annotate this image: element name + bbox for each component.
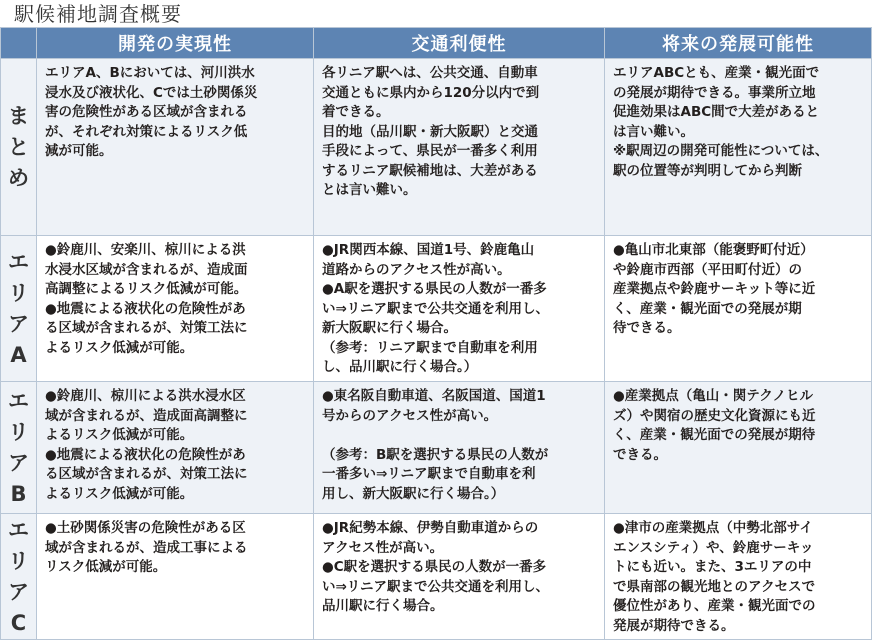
summary-future-cell: エリアABCとも、産業・観光面で の発展が期待できる。事業所立地 促進効果はABC間で大差があると は言い難い。 ※駅周辺の開発可能性については、 駅の位置等が判明してから判断 [605,59,872,236]
area-b-feasibility-cell: ●鈴鹿川、椋川による洪水浸水区 域が含まれるが、造成面高調整に よるリスク低減が可能。 ●地震による液状化の危険性があ る区域が含まれるが、対策工法に よるリスク低減が可能。 [37,382,314,514]
page-title: 駅候補地調査概要 [14,2,182,26]
header-feasibility: 開発の実現性 [37,28,314,59]
row-label-char: B [10,481,27,506]
row-label-char: ア [8,450,29,475]
summary-table [0,27,872,640]
area-c-feasibility-cell: ●土砂関係災害の危険性がある区 域が含まれるが、造成工事による リスク低減が可能。 [37,514,314,640]
area-c-transport-cell: ●JR紀勢本線、伊勢自動車道からの アクセス性が高い。 ●C駅を選択する県民の人数が一番多 い⇒リニア駅まで公共交通を利用し、 品川駅に行く場合。 [314,514,605,640]
row-label-char: ア [8,579,29,604]
header-future: 将来の発展可能性 [605,28,872,59]
row-label-char: エ [8,388,29,413]
table-row-summary [1,59,872,236]
row-label-char: ア [8,311,29,336]
table-row-area-a [1,236,872,382]
row-label-char: ま [8,103,29,128]
area-a-future-cell: ●亀山市北東部（能褒野町付近） や鈴鹿市西部（平田町付近）の 産業拠点や鈴鹿サーキット等に近 く、産業・観光面での発展が期 待できる。 [605,236,872,382]
row-label-char: エ [8,517,29,542]
area-a-transport-cell: ●JR関西本線、国道1号、鈴鹿亀山 道路からのアクセス性が高い。 ●A駅を選択する県民の人数が一番多 い⇒リニア駅まで公共交通を利用し、 新大阪駅に行く場合。 （参考：リニア駅まで自動車を利用 し、品川駅に行く場合。） [314,236,605,382]
area-b-transport-cell: ●東名阪自動車道、名阪国道、国道1 号からのアクセス性が高い。 （参考：B駅を選択する県民の人数が 一番多い⇒リニア駅まで自動車を利 用し、新大阪駅に行く場合。） [314,382,605,514]
row-label-char: リ [8,548,29,573]
area-b-future-cell: ●産業拠点（亀山・関テクノヒル ズ）や関宿の歴史文化資源にも近 く、産業・観光面での発展が期待 できる。 [605,382,872,514]
header-transport: 交通利便性 [314,28,605,59]
table-row-area-b [1,382,872,514]
row-label-char: と [8,134,29,159]
row-label-area-c [1,514,37,640]
table-row-area-c [1,514,872,640]
corner-cell [1,28,37,59]
summary-transport-cell: 各リニア駅へは、公共交通、自動車 交通ともに県内から120分以内で到 着できる。 目的地（品川駅・新大阪駅）と交通 手段によって、県民が一番多く利用 するリニア駅候補地は、大差がある とは言い難い。 [314,59,605,236]
row-label-char: リ [8,280,29,305]
header-row [1,28,872,59]
row-label-char: リ [8,419,29,444]
row-label-char: め [8,165,29,190]
row-label-char: エ [8,249,29,274]
row-label-area-a [1,236,37,382]
row-label-char: A [10,342,27,367]
row-label-area-b [1,382,37,514]
row-label-char: C [10,610,27,635]
row-label-summary [1,59,37,236]
summary-feasibility-cell: エリアA、Bにおいては、河川洪水 浸水及び液状化、Cでは土砂関係災 害の危険性がある区域が含まれる が、それぞれ対策によるリスク低 減が可能。 [37,59,314,236]
area-a-feasibility-cell: ●鈴鹿川、安楽川、椋川による洪 水浸水区域が含まれるが、造成面 高調整によるリスク低減が可能。 ●地震による液状化の危険性があ る区域が含まれるが、対策工法に よるリスク低減が可能。 [37,236,314,382]
area-c-future-cell: ●津市の産業拠点（中勢北部サイ エンスシティ）や、鈴鹿サーキッ トにも近い。また、3エリアの中 で県南部の観光地とのアクセスで 優位性があり、産業・観光面での 発展が期待できる。 [605,514,872,640]
